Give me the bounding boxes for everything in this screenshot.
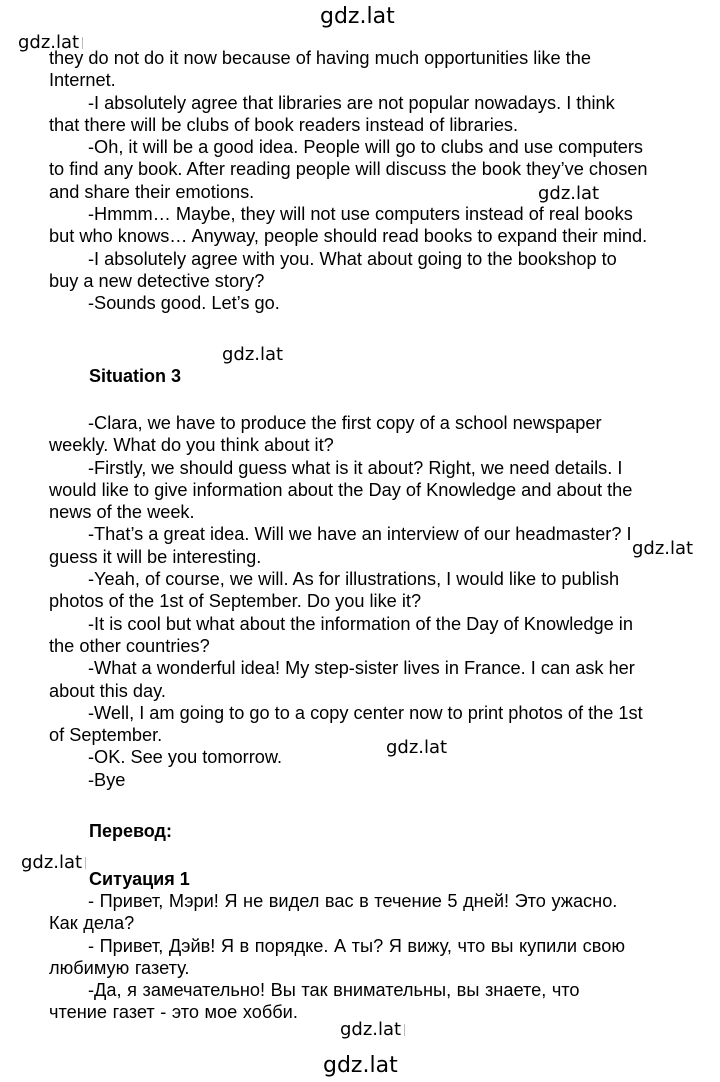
dialogue-line: -Firstly, we should guess what is it about? Right, we need details. I would like to give information about the Day of Knowledge and about the news of the week. bbox=[49, 457, 633, 523]
dialogue-line: -I absolutely agree with you. What about going to the bookshop to buy a new detective story? bbox=[49, 248, 617, 291]
dialogue-line: -Да, я замечательно! Вы так внимательны, вы знаете, что чтение газет - это мое хобби. bbox=[49, 980, 580, 1023]
watermark-right-side: gdz.lat bbox=[632, 538, 694, 559]
watermark-top: gdz.lat bbox=[320, 4, 395, 29]
watermark-bottom: gdz.lat bbox=[323, 1053, 398, 1078]
situation-3-dialogue bbox=[49, 412, 649, 791]
watermark-situation3: gdz.lat bbox=[222, 344, 284, 365]
dialogue-line: -OK. See you tomorrow. bbox=[88, 747, 283, 768]
dialogue-continuation bbox=[49, 47, 649, 315]
dialogue-line: -Sounds good. Let’s go. bbox=[88, 293, 280, 314]
dialogue-line: -Clara, we have to produce the first copy of a school newspaper weekly. What do you think about it? bbox=[49, 413, 602, 456]
watermark-mid-right: gdz.lat bbox=[538, 183, 600, 204]
situation-3-heading: Situation 3 bbox=[89, 366, 182, 386]
translation-situation-heading: Ситуация 1 bbox=[89, 869, 190, 889]
dialogue-line: -Well, I am going to go to a copy center now to print photos of the 1st of September. bbox=[49, 702, 643, 746]
dialogue-line: -I absolutely agree that libraries are not popular nowadays. I think that there will be clubs of book readers instead of libraries. bbox=[49, 92, 615, 135]
translation-heading: Перевод: bbox=[89, 821, 172, 841]
dialogue-line: they do not do it now because of having much opportunities like the Internet. bbox=[49, 48, 591, 91]
dialogue-line: -Oh, it will be a good idea. People will go to clubs and use computers to find any book. After reading people will discuss the book they’ve chosen and share their emotions. bbox=[49, 137, 648, 202]
watermark-bottom-small: gdz.lat bbox=[340, 1019, 405, 1040]
watermark-left-top: gdz.lat bbox=[18, 32, 83, 53]
dialogue-line: -It is cool but what about the information of the Day of Knowledge in the other countries? bbox=[49, 613, 633, 656]
dialogue-line: -Yeah, of course, we will. As for illustrations, I would like to publish photos of the 1st of September. Do you like it? bbox=[49, 569, 620, 612]
watermark-left-lower: gdz.lat bbox=[21, 852, 86, 873]
dialogue-line: -What a wonderful idea! My step-sister lives in France. I can ask her about this day. bbox=[49, 658, 635, 701]
dialogue-line: - Привет, Мэри! Я не видел вас в течение 5 дней! Это ужасно. Как дела? bbox=[49, 891, 618, 934]
watermark-mid-lower: gdz.lat bbox=[386, 737, 448, 758]
dialogue-line: - Привет, Дэйв! Я в порядке. А ты? Я вижу, что вы купили свою любимую газету. bbox=[49, 935, 625, 978]
translation-dialogue bbox=[49, 890, 629, 1024]
dialogue-line: -Bye bbox=[88, 769, 126, 790]
dialogue-line: -Hmmm… Maybe, they will not use computers instead of real books but who knows… Anyway, people should read books to expand their mind. bbox=[49, 204, 648, 247]
dialogue-line: -That’s a great idea. Will we have an interview of our headmaster? I guess it will be interesting. bbox=[49, 524, 632, 567]
